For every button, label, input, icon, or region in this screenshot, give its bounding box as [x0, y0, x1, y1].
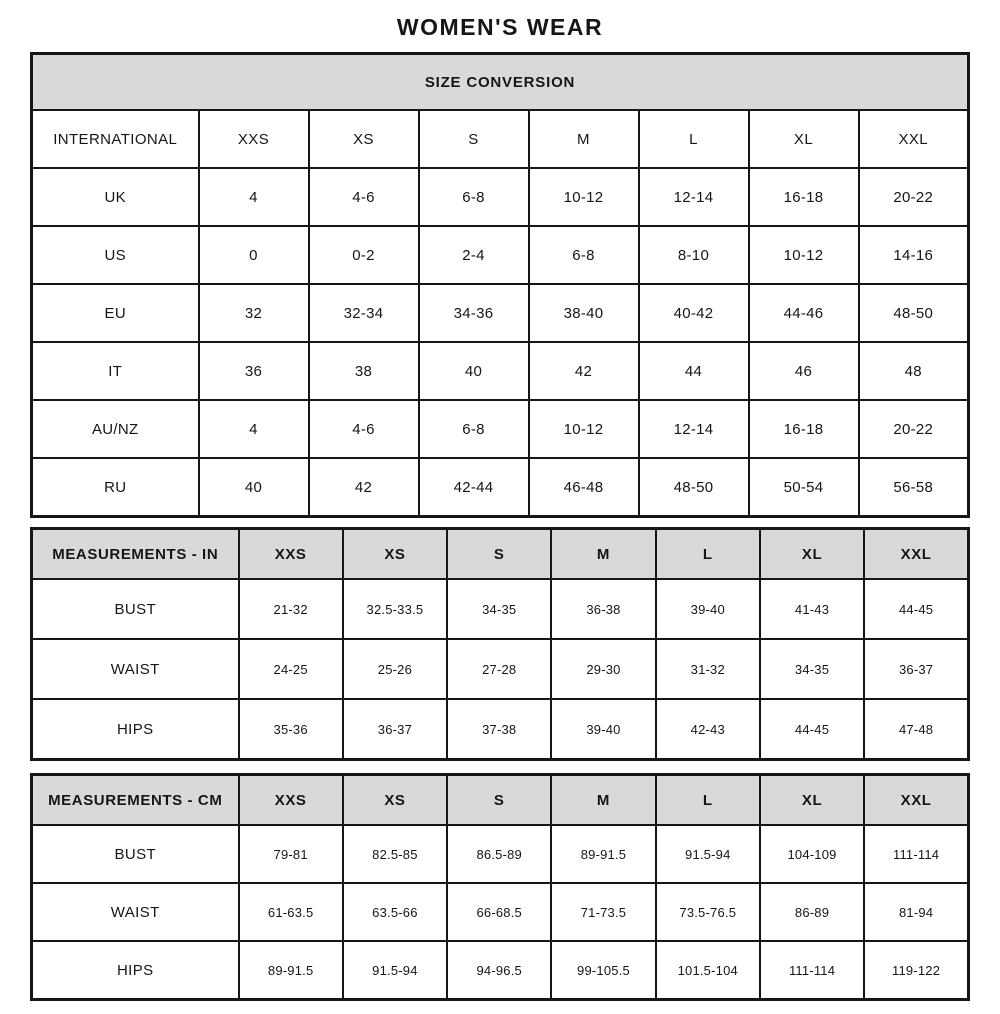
value-cell: 56-58 [859, 458, 969, 517]
value-cell: 20-22 [859, 168, 969, 226]
value-cell: 32 [199, 284, 309, 342]
value-cell: 86-89 [760, 883, 864, 941]
value-cell: 27-28 [447, 639, 551, 699]
size-column-header: L [656, 775, 760, 826]
value-cell: 46-48 [529, 458, 639, 517]
value-cell: 34-35 [760, 639, 864, 699]
value-cell: 71-73.5 [551, 883, 655, 941]
table-row [32, 168, 969, 226]
size-column-header: M [551, 529, 655, 580]
table-row [32, 400, 969, 458]
value-cell: 32.5-33.5 [343, 579, 447, 639]
value-cell: 111-114 [864, 825, 968, 883]
value-cell: 35-36 [239, 699, 343, 760]
value-cell: 94-96.5 [447, 941, 551, 1000]
value-cell: 42 [309, 458, 419, 517]
value-cell: 36-37 [343, 699, 447, 760]
table-row [32, 579, 969, 639]
table-row [32, 699, 969, 760]
value-cell: 6-8 [419, 168, 529, 226]
value-cell: 42-43 [656, 699, 760, 760]
page-title: WOMEN'S WEAR [396, 14, 604, 40]
value-cell: 86.5-89 [447, 825, 551, 883]
value-cell: 21-32 [239, 579, 343, 639]
size-column-header: XL [760, 775, 864, 826]
value-cell: 42-44 [419, 458, 529, 517]
row-label: HIPS [32, 941, 239, 1000]
row-label: UK [32, 168, 199, 226]
measurements-in-table [30, 527, 970, 761]
column-header-row [32, 529, 969, 580]
value-cell: 99-105.5 [551, 941, 655, 1000]
value-cell: 14-16 [859, 226, 969, 284]
row-label: WAIST [32, 639, 239, 699]
value-cell: 79-81 [239, 825, 343, 883]
size-conversion-table [30, 52, 970, 518]
size-column-header: XL [760, 529, 864, 580]
size-column-header: M [529, 110, 639, 168]
value-cell: 39-40 [656, 579, 760, 639]
size-column-header: XXS [239, 775, 343, 826]
value-cell: 20-22 [859, 400, 969, 458]
size-column-header: S [419, 110, 529, 168]
value-cell: 10-12 [529, 168, 639, 226]
size-chart-page [0, 14, 1000, 1001]
value-cell: 66-68.5 [447, 883, 551, 941]
row-label: EU [32, 284, 199, 342]
value-cell: 91.5-94 [656, 825, 760, 883]
corner-header: INTERNATIONAL [32, 110, 199, 168]
table-title: SIZE CONVERSION [32, 54, 969, 111]
row-label: BUST [32, 579, 239, 639]
size-column-header: XXL [859, 110, 969, 168]
value-cell: 47-48 [864, 699, 968, 760]
value-cell: 8-10 [639, 226, 749, 284]
value-cell: 44-46 [749, 284, 859, 342]
value-cell: 38-40 [529, 284, 639, 342]
size-column-header: XXL [864, 529, 968, 580]
value-cell: 38 [309, 342, 419, 400]
value-cell: 48 [859, 342, 969, 400]
table-title-row [32, 54, 969, 111]
column-header-row [32, 110, 969, 168]
value-cell: 29-30 [551, 639, 655, 699]
table-row [32, 825, 969, 883]
value-cell: 89-91.5 [551, 825, 655, 883]
size-column-header: L [639, 110, 749, 168]
value-cell: 40 [199, 458, 309, 517]
size-column-header: S [447, 775, 551, 826]
value-cell: 44-45 [760, 699, 864, 760]
table-row [32, 342, 969, 400]
value-cell: 0-2 [309, 226, 419, 284]
value-cell: 63.5-66 [343, 883, 447, 941]
value-cell: 4-6 [309, 400, 419, 458]
value-cell: 101.5-104 [656, 941, 760, 1000]
row-label: WAIST [32, 883, 239, 941]
size-column-header: M [551, 775, 655, 826]
corner-header: MEASUREMENTS - CM [32, 775, 239, 826]
size-column-header: L [656, 529, 760, 580]
value-cell: 48-50 [639, 458, 749, 517]
value-cell: 34-35 [447, 579, 551, 639]
value-cell: 44-45 [864, 579, 968, 639]
value-cell: 39-40 [551, 699, 655, 760]
value-cell: 4 [199, 400, 309, 458]
value-cell: 42 [529, 342, 639, 400]
value-cell: 4-6 [309, 168, 419, 226]
row-label: RU [32, 458, 199, 517]
value-cell: 48-50 [859, 284, 969, 342]
value-cell: 36-38 [551, 579, 655, 639]
value-cell: 31-32 [656, 639, 760, 699]
row-label: US [32, 226, 199, 284]
row-label: IT [32, 342, 199, 400]
size-column-header: XS [309, 110, 419, 168]
size-column-header: XXS [199, 110, 309, 168]
value-cell: 10-12 [749, 226, 859, 284]
value-cell: 32-34 [309, 284, 419, 342]
value-cell: 61-63.5 [239, 883, 343, 941]
value-cell: 73.5-76.5 [656, 883, 760, 941]
value-cell: 37-38 [447, 699, 551, 760]
value-cell: 16-18 [749, 400, 859, 458]
value-cell: 24-25 [239, 639, 343, 699]
table-row [32, 284, 969, 342]
value-cell: 119-122 [864, 941, 968, 1000]
value-cell: 81-94 [864, 883, 968, 941]
value-cell: 104-109 [760, 825, 864, 883]
row-label: HIPS [32, 699, 239, 760]
value-cell: 36 [199, 342, 309, 400]
table-row [32, 226, 969, 284]
value-cell: 12-14 [639, 400, 749, 458]
value-cell: 46 [749, 342, 859, 400]
value-cell: 16-18 [749, 168, 859, 226]
value-cell: 111-114 [760, 941, 864, 1000]
value-cell: 12-14 [639, 168, 749, 226]
size-column-header: XXS [239, 529, 343, 580]
value-cell: 91.5-94 [343, 941, 447, 1000]
row-label: AU/NZ [32, 400, 199, 458]
value-cell: 6-8 [419, 400, 529, 458]
value-cell: 89-91.5 [239, 941, 343, 1000]
value-cell: 34-36 [419, 284, 529, 342]
value-cell: 25-26 [343, 639, 447, 699]
size-column-header: XL [749, 110, 859, 168]
size-column-header: XS [343, 775, 447, 826]
corner-header: MEASUREMENTS - IN [32, 529, 239, 580]
value-cell: 2-4 [419, 226, 529, 284]
value-cell: 6-8 [529, 226, 639, 284]
value-cell: 40-42 [639, 284, 749, 342]
value-cell: 44 [639, 342, 749, 400]
value-cell: 41-43 [760, 579, 864, 639]
value-cell: 0 [199, 226, 309, 284]
table-row [32, 883, 969, 941]
value-cell: 50-54 [749, 458, 859, 517]
table-row [32, 458, 969, 517]
size-column-header: XXL [864, 775, 968, 826]
row-label: BUST [32, 825, 239, 883]
value-cell: 36-37 [864, 639, 968, 699]
value-cell: 82.5-85 [343, 825, 447, 883]
column-header-row [32, 775, 969, 826]
size-column-header: S [447, 529, 551, 580]
table-row [32, 639, 969, 699]
measurements-cm-table [30, 773, 970, 1001]
value-cell: 4 [199, 168, 309, 226]
size-column-header: XS [343, 529, 447, 580]
value-cell: 40 [419, 342, 529, 400]
value-cell: 10-12 [529, 400, 639, 458]
table-row [32, 941, 969, 1000]
